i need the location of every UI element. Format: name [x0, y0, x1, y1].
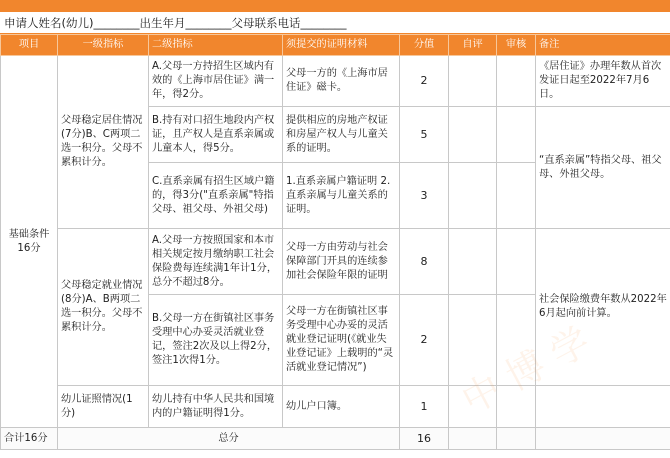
note-residence-a: 《居住证》办理年数从首次发证日起至2022年7月6日。 — [536, 56, 670, 107]
review-cell[interactable] — [497, 56, 536, 107]
level2-certificate: 幼儿持有中华人民共和国境内的户籍证明得1分。 — [149, 386, 283, 428]
note-total — [536, 428, 670, 450]
materials-residence-b: 提供相应的房地产权证和房屋产权人与儿童关系的证明。 — [283, 107, 400, 163]
score-employment-a: 8 — [400, 229, 449, 295]
note-residence-bc: “直系亲属”特指父母、祖父母、外祖父母。 — [536, 107, 670, 229]
level1-residence: 父母稳定居住情况(7分)B、C两项二选一积分。父母不累积计分。 — [58, 56, 149, 229]
score-residence-b: 5 — [400, 107, 449, 163]
applicant-info-line: 申请人姓名(幼儿)________出生年月________父母联系电话________ — [0, 12, 670, 34]
col-level1: 一级指标 — [58, 35, 149, 56]
score-residence-c: 3 — [400, 163, 449, 229]
level2-residence-b: B.持有对口招生地段内产权证，且产权人是直系亲属或儿童本人，得5分。 — [149, 107, 283, 163]
note-certificate — [536, 386, 670, 428]
level2-employment-a: A.父母一方按照国家和本市相关规定按月缴纳职工社会保险费每连续满1年计1分，总分不超过8分。 — [149, 229, 283, 295]
col-self-eval: 自评 — [449, 35, 497, 56]
col-note: 备注 — [536, 35, 670, 56]
review-cell[interactable] — [497, 163, 536, 229]
table-row — [1, 56, 670, 107]
total-row — [1, 428, 670, 450]
total-label: 合计16分 — [1, 428, 58, 450]
score-residence-a: 2 — [400, 56, 449, 107]
self-eval-cell[interactable] — [449, 56, 497, 107]
watermark: 中 博 学 — [454, 318, 598, 423]
self-eval-total[interactable] — [449, 428, 497, 450]
review-cell[interactable] — [497, 107, 536, 163]
col-score: 分值 — [400, 35, 449, 56]
materials-certificate: 幼儿户口簿。 — [283, 386, 400, 428]
col-project: 项目 — [1, 35, 58, 56]
header-row — [1, 35, 670, 56]
level2-residence-c: C.直系亲属有招生区域户籍的，得3分("直系亲属"特指父母、祖父母、外祖父母) — [149, 163, 283, 229]
self-eval-cell[interactable] — [449, 163, 497, 229]
note-employment: 社会保险缴费年数从2022年6月起向前计算。 — [536, 229, 670, 386]
self-eval-cell[interactable] — [449, 386, 497, 428]
materials-residence-c: 1.直系亲属户籍证明 2.直系亲属与儿童关系的证明。 — [283, 163, 400, 229]
self-eval-cell[interactable] — [449, 229, 497, 295]
top-accent-bar — [0, 0, 670, 12]
score-certificate: 1 — [400, 386, 449, 428]
review-cell[interactable] — [497, 386, 536, 428]
materials-residence-a: 父母一方的《上海市居住证》磁卡。 — [283, 56, 400, 107]
level1-employment: 父母稳定就业情况(8分)A、B两项二选一积分。父母不累积计分。 — [58, 229, 149, 386]
materials-employment-a: 父母一方由劳动与社会保障部门开具的连续参加社会保险年限的证明 — [283, 229, 400, 295]
score-employment-b: 2 — [400, 295, 449, 386]
level1-certificate: 幼儿证照情况(1分) — [58, 386, 149, 428]
review-total[interactable] — [497, 428, 536, 450]
total-score: 16 — [400, 428, 449, 450]
review-cell[interactable] — [497, 295, 536, 386]
review-cell[interactable] — [497, 229, 536, 295]
col-level2: 二级指标 — [149, 35, 283, 56]
level2-employment-b: B.父母一方在街镇社区事务受理中心办妥灵活就业登记，签注2次及以上得2分，签注1次得1分。 — [149, 295, 283, 386]
table-row — [1, 386, 670, 428]
level2-residence-a: A.父母一方持招生区域内有效的《上海市居住证》满一年，得2分。 — [149, 56, 283, 107]
self-eval-cell[interactable] — [449, 295, 497, 386]
self-eval-cell[interactable] — [449, 107, 497, 163]
col-materials: 须提交的证明材料 — [283, 35, 400, 56]
scoring-table — [0, 34, 670, 450]
table-row — [1, 229, 670, 295]
project-cell: 基础条件 16分 — [1, 56, 58, 428]
col-review: 审核 — [497, 35, 536, 56]
materials-employment-b: 父母一方在街镇社区事务受理中心办妥的灵活就业登记证明(《就业失业登记证》上载明的“灵活就业登记情况”) — [283, 295, 400, 386]
total-center-label: 总分 — [58, 428, 400, 450]
